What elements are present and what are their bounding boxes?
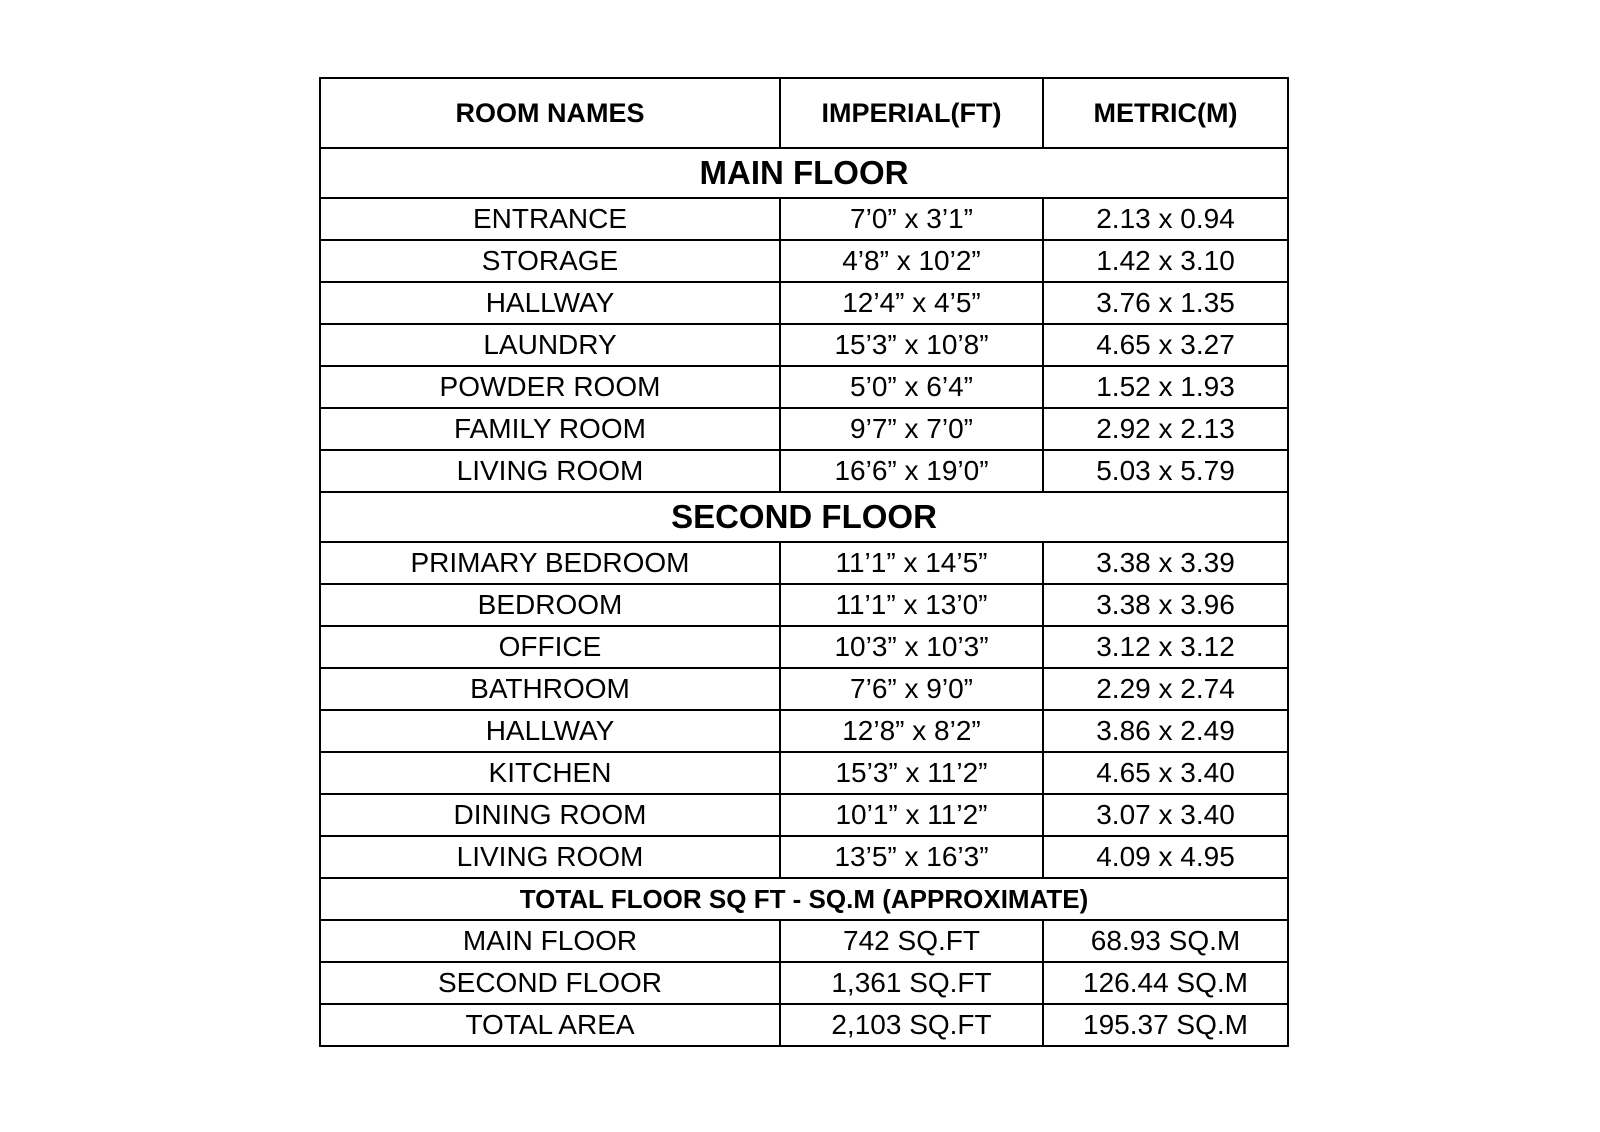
metric-cell: 4.65 x 3.40 [1043, 752, 1288, 794]
imperial-cell: 9’7” x 7’0” [780, 408, 1043, 450]
room-name-cell: BEDROOM [320, 584, 780, 626]
imperial-cell: 16’6” x 19’0” [780, 450, 1043, 492]
imperial-cell: 1,361 SQ.FT [780, 962, 1043, 1004]
metric-cell: 195.37 SQ.M [1043, 1004, 1288, 1046]
room-name-cell: BATHROOM [320, 668, 780, 710]
room-name-cell: SECOND FLOOR [320, 962, 780, 1004]
metric-cell: 4.65 x 3.27 [1043, 324, 1288, 366]
metric-cell: 3.86 x 2.49 [1043, 710, 1288, 752]
table-row [320, 836, 1288, 878]
imperial-cell: 7’0” x 3’1” [780, 198, 1043, 240]
imperial-cell: 10’3” x 10’3” [780, 626, 1043, 668]
metric-cell: 3.12 x 3.12 [1043, 626, 1288, 668]
metric-cell: 4.09 x 4.95 [1043, 836, 1288, 878]
metric-cell: 2.13 x 0.94 [1043, 198, 1288, 240]
room-name-cell: FAMILY ROOM [320, 408, 780, 450]
imperial-cell: 15’3” x 11’2” [780, 752, 1043, 794]
table-row [320, 668, 1288, 710]
table-row [320, 626, 1288, 668]
table-row [320, 366, 1288, 408]
table-row [320, 710, 1288, 752]
imperial-cell: 742 SQ.FT [780, 920, 1043, 962]
room-name-cell: OFFICE [320, 626, 780, 668]
table-row [320, 542, 1288, 584]
imperial-cell: 11’1” x 14’5” [780, 542, 1043, 584]
table-row [320, 408, 1288, 450]
table-row [320, 962, 1288, 1004]
imperial-cell: 4’8” x 10’2” [780, 240, 1043, 282]
table-row [320, 324, 1288, 366]
metric-cell: 3.38 x 3.96 [1043, 584, 1288, 626]
main-floor-section-heading-row [320, 148, 1288, 198]
room-name-cell: HALLWAY [320, 710, 780, 752]
table-row [320, 1004, 1288, 1046]
second-floor-section-heading-row [320, 492, 1288, 542]
metric-cell: 2.92 x 2.13 [1043, 408, 1288, 450]
room-name-cell: LIVING ROOM [320, 836, 780, 878]
second-floor-section-title: SECOND FLOOR [320, 492, 1288, 542]
room-name-cell: MAIN FLOOR [320, 920, 780, 962]
room-name-cell: PRIMARY BEDROOM [320, 542, 780, 584]
room-name-cell: TOTAL AREA [320, 1004, 780, 1046]
imperial-cell: 10’1” x 11’2” [780, 794, 1043, 836]
header-room-names: ROOM NAMES [320, 78, 780, 148]
totals-section-title: TOTAL FLOOR SQ FT - SQ.M (APPROXIMATE) [320, 878, 1288, 920]
imperial-cell: 12’4” x 4’5” [780, 282, 1043, 324]
table-row [320, 282, 1288, 324]
room-name-cell: KITCHEN [320, 752, 780, 794]
metric-cell: 3.38 x 3.39 [1043, 542, 1288, 584]
table-row [320, 240, 1288, 282]
table-body [320, 148, 1288, 1046]
imperial-cell: 5’0” x 6’4” [780, 366, 1043, 408]
totals-section-heading-row [320, 878, 1288, 920]
metric-cell: 5.03 x 5.79 [1043, 450, 1288, 492]
metric-cell: 126.44 SQ.M [1043, 962, 1288, 1004]
metric-cell: 3.76 x 1.35 [1043, 282, 1288, 324]
table-row [320, 584, 1288, 626]
table-row [320, 920, 1288, 962]
metric-cell: 3.07 x 3.40 [1043, 794, 1288, 836]
room-name-cell: LIVING ROOM [320, 450, 780, 492]
header-imperial: IMPERIAL(FT) [780, 78, 1043, 148]
metric-cell: 68.93 SQ.M [1043, 920, 1288, 962]
metric-cell: 1.52 x 1.93 [1043, 366, 1288, 408]
imperial-cell: 11’1” x 13’0” [780, 584, 1043, 626]
table-row [320, 794, 1288, 836]
room-name-cell: DINING ROOM [320, 794, 780, 836]
room-name-cell: ENTRANCE [320, 198, 780, 240]
metric-cell: 1.42 x 3.10 [1043, 240, 1288, 282]
header-metric: METRIC(M) [1043, 78, 1288, 148]
table-row [320, 450, 1288, 492]
imperial-cell: 7’6” x 9’0” [780, 668, 1043, 710]
imperial-cell: 12’8” x 8’2” [780, 710, 1043, 752]
imperial-cell: 13’5” x 16’3” [780, 836, 1043, 878]
main-floor-section-title: MAIN FLOOR [320, 148, 1288, 198]
room-name-cell: HALLWAY [320, 282, 780, 324]
metric-cell: 2.29 x 2.74 [1043, 668, 1288, 710]
table-row [320, 752, 1288, 794]
room-name-cell: STORAGE [320, 240, 780, 282]
imperial-cell: 2,103 SQ.FT [780, 1004, 1043, 1046]
room-dimensions-table [319, 77, 1289, 1047]
table-row [320, 198, 1288, 240]
table-header-row [320, 78, 1288, 148]
room-name-cell: LAUNDRY [320, 324, 780, 366]
room-name-cell: POWDER ROOM [320, 366, 780, 408]
imperial-cell: 15’3” x 10’8” [780, 324, 1043, 366]
